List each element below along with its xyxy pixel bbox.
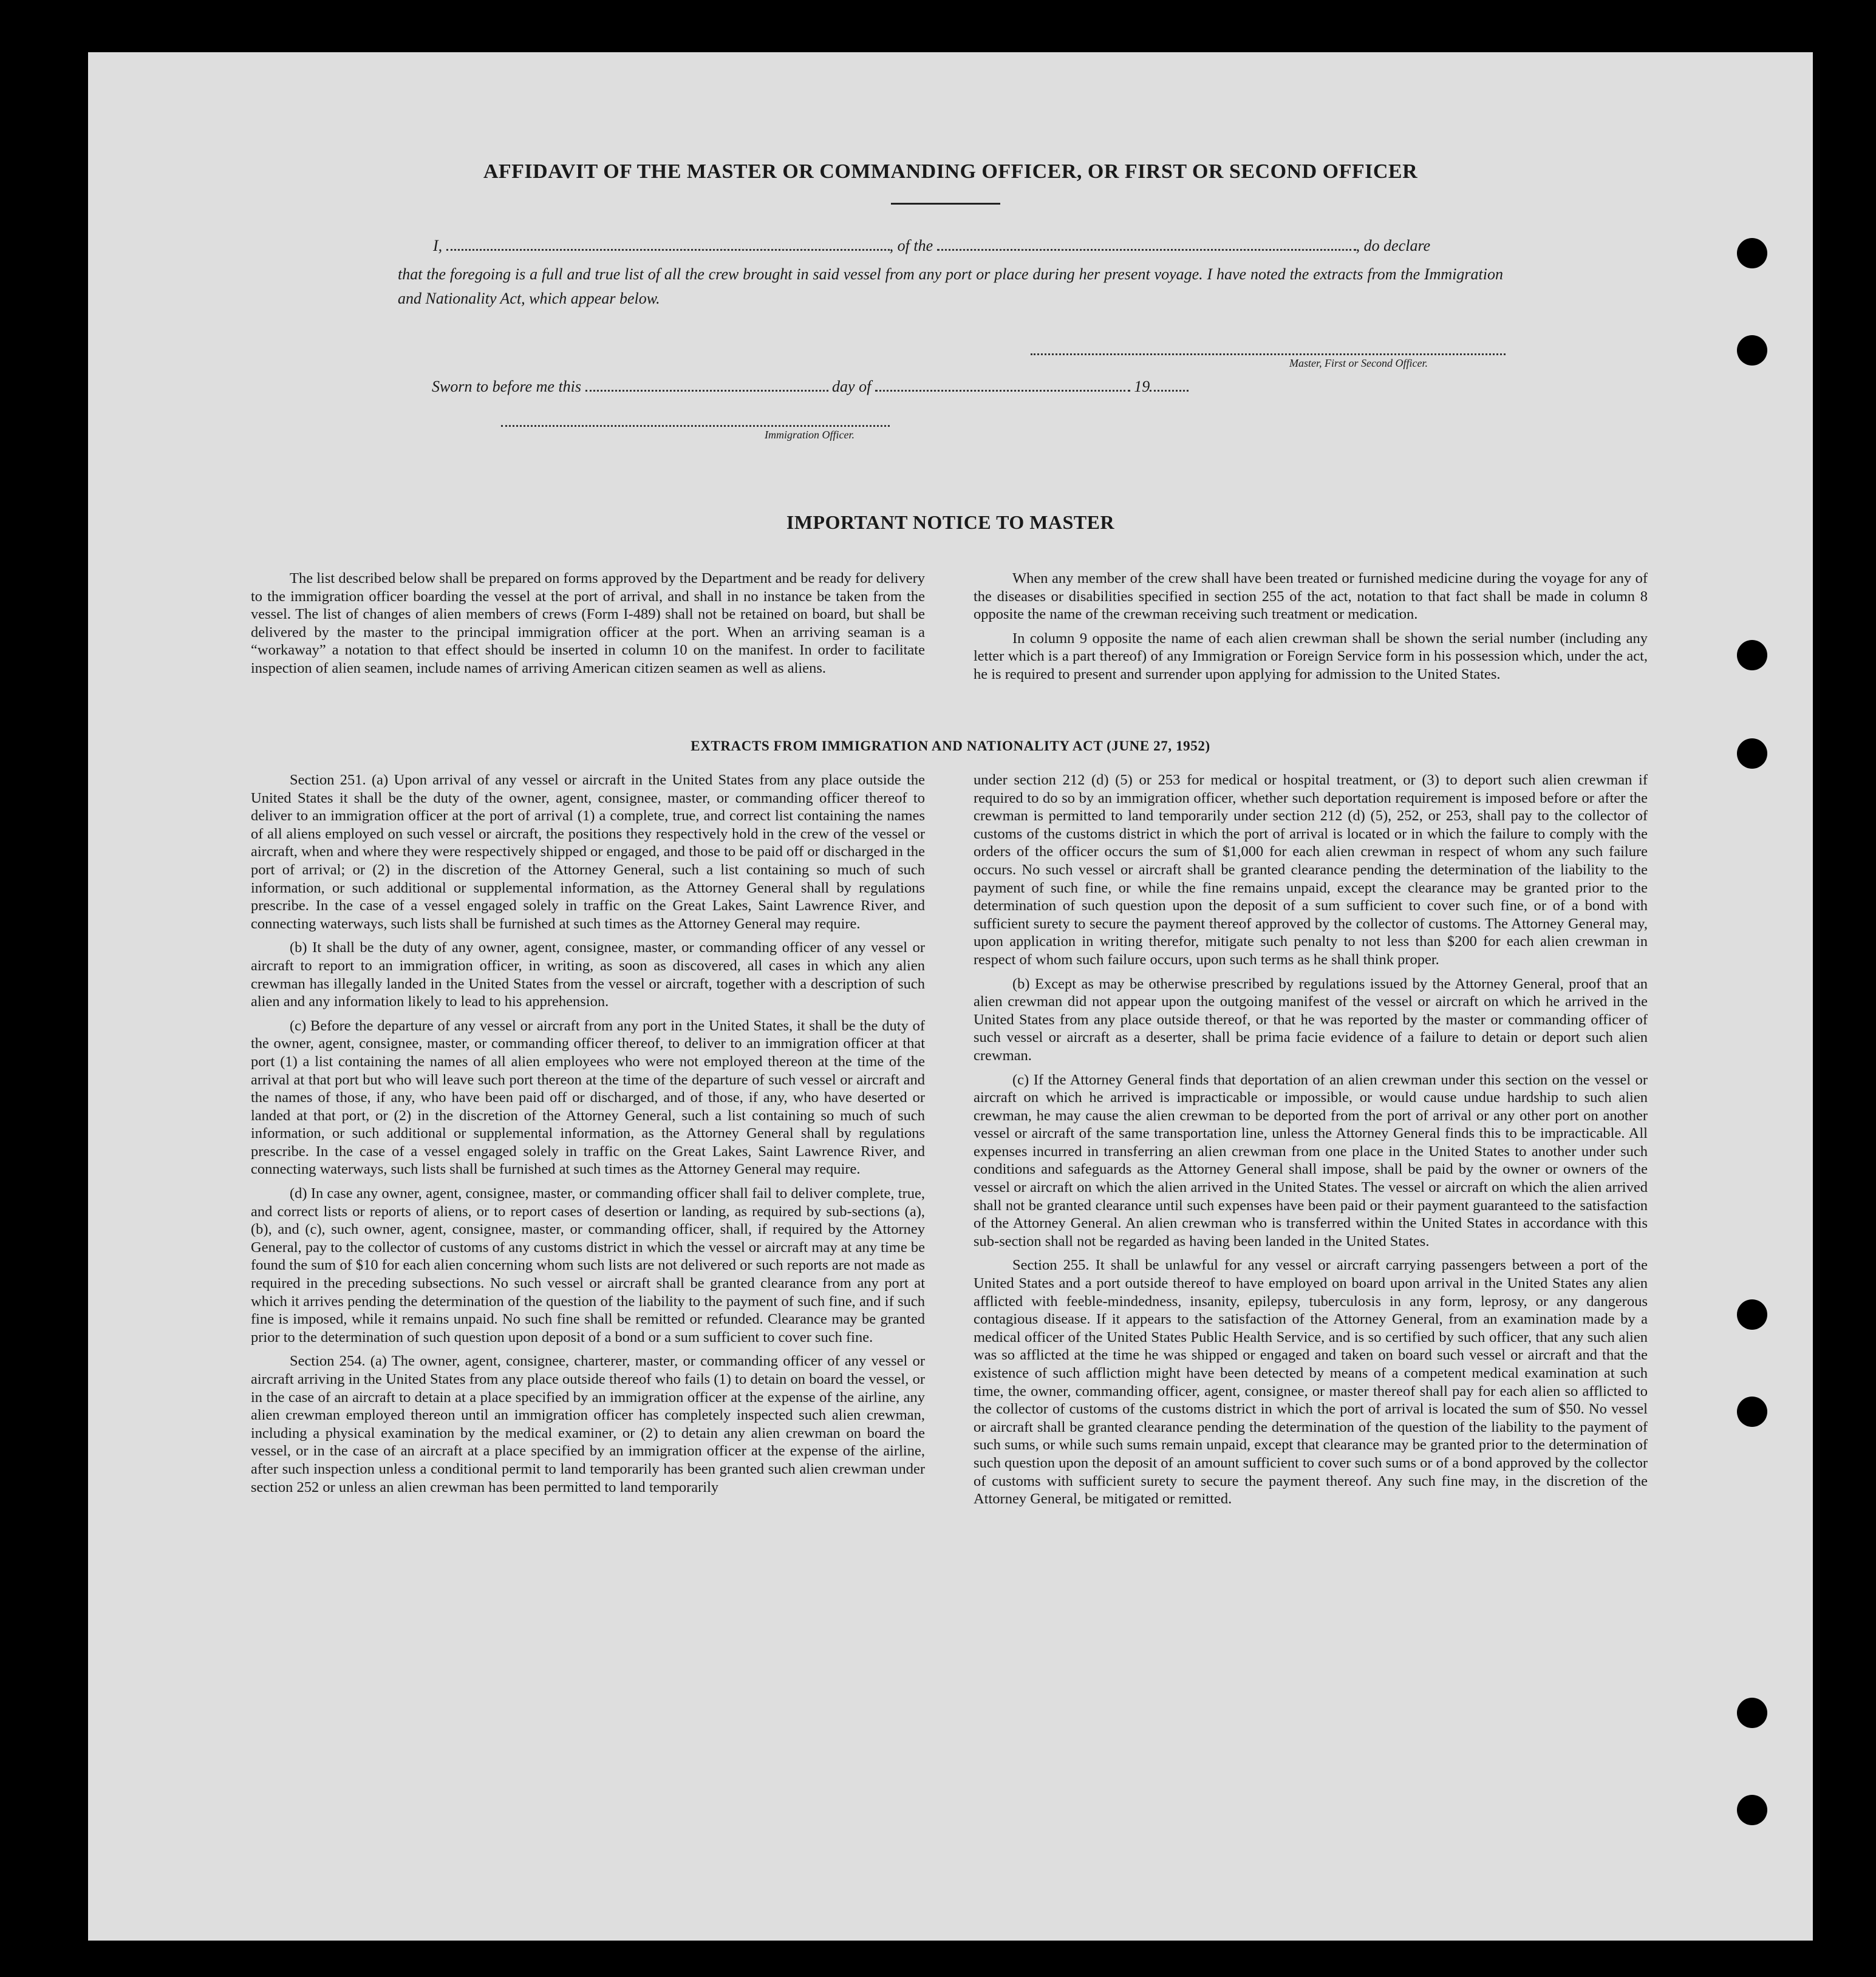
punch-hole <box>1737 238 1767 268</box>
section-254-c: (c) If the Attorney General finds that deportation of an alien crewman under this section on the vessel or aircraft on which he arrived is impracticable or impossible, or would cause undue hardship to such alien crewman, he may cause the alien crewman to be deported from the port of arrival or any other port on another vessel or aircraft of the same transportation line, unless the Attorney General finds this to be impracticable. All expenses incurred in transferring an alien crewman from one place in the United States to another under such conditions and safeguards as the Attorney General shall impose, shall be paid by the owner or owners of the vessel or aircraft on which the alien arrived in the United States. The vessel or aircraft on which the alien arrived shall not be granted clearance until such expenses have been paid or their payment guaranteed to the satisfaction of the Attorney General. An alien crewman who is transferred within the United States in accordance with this sub-section shall not be regarded as having been landed in the United States. <box>974 1071 1648 1250</box>
section-255: Section 255. It shall be unlawful for any vessel or aircraft carrying passengers between a port of the United States and a port outside thereof to have employed on board upon arrival in the United States any alien afflicted with feeble-mindedness, insanity, epilepsy, tuberculosis in any form, leprosy, or any dangerous contagious disease. If it appears to the satisfaction of the Attorney General, from an examination made by a medical officer of the United States Public Health Service, and is so certified by such officer, that any such alien was so afflicted at the time he was shipped or engaged and taken on board such vessel or aircraft and that the existence of such affliction might have been detected by means of a competent medical examination at such time, the owner, commanding officer, agent, consignee, or master thereof shall pay for each alien so afflicted to the collector of customs of the customs district in which the port of arrival is located the sum of $50. No vessel or aircraft shall be granted clearance pending the determination of the question of the liability to the payment of such sums, or while such sums remain unpaid, except that clearance may be granted prior to the determination of such question upon the deposit of an amount sufficient to cover such sums or of a bond approved by the collector of customs with sufficient surety to secure the payment thereof. Any such fine may, in the discretion of the Attorney General, be mitigated or remitted. <box>974 1257 1648 1508</box>
section-254-b: (b) Except as may be otherwise prescribed by regulations issued by the Attorney General, proof that an alien crewman did not appear upon the outgoing manifest of the vessel or aircraft on which he arrived in the United States from any place outside thereof, or that he was reported by the master or commanding officer of such vessel or aircraft as a deserter, shall be prima facie evidence of a failure to detain or deport such alien crewman. <box>974 975 1648 1064</box>
punch-hole <box>1737 1698 1767 1728</box>
vessel-blank <box>937 238 1356 251</box>
name-blank <box>446 238 890 251</box>
immigration-officer-label: Immigration Officer. <box>765 429 854 441</box>
section-254-a-continued: under section 212 (d) (5) or 253 for medical or hospital treatment, or (3) to deport such alien crewman if required to do so by an immigration officer, whether such deportation requirement is imposed before or after the crewman is permitted to land temporarily under section 212 (d) (5), 252, or 253, shall pay to the collector of customs of the customs district in which the port of arrival is located or in which the failure to comply with the orders of the officer occurs the sum of $1,000 for each alien crewman in respect of whom any such failure occurs. No such vessel or aircraft shall be granted clearance pending the determination of the liability to the payment of such fine, or while the fine remains unpaid, except the clearance may be granted prior to the determination of such question upon the deposit of a sum sufficient to cover such fine, or of a bond with sufficient surety to secure the payment thereof approved by the collector of customs. The Attorney General may, upon application in writing therefor, mitigate such penalty to not less than $200 for each alien crewman in respect of whom such failure occurs, upon such terms as he shall think proper. <box>974 772 1648 968</box>
section-251-b: (b) It shall be the duty of any owner, agent, consignee, master, or commanding officer of any vessel or aircraft to report to an immigration officer, in writing, as soon as discovered, all cases in which any alien crewman has illegally landed in the United States from the vessel or aircraft, together with a description of such alien and any information likely to lead to his apprehension. <box>251 939 925 1010</box>
extracts-left-column <box>251 771 925 1502</box>
punch-hole <box>1737 335 1767 366</box>
section-251-a: Section 251. (a) Upon arrival of any vessel or aircraft in the United States from any place outside the United States it shall be the duty of the owner, agent, consignee, master, or commanding officer thereof to deliver to an immigration officer at the port of arrival (1) a complete, true, and correct list containing the names of all aliens employed on such vessel or aircraft, the positions they respectively hold in the crew of the vessel or aircraft, when and where they were respectively shipped or engaged, and those to be paid off or discharged in the port of arrival; or (2) in the discretion of the Attorney General, such a list containing so much of such information, or such additional or supplemental information, as the Attorney General shall by regulations prescribe. In the case of a vessel engaged solely in traffic on the Great Lakes, Saint Lawrence River, and connecting waterways, such lists shall be furnished at such times as the Attorney General may require. <box>251 772 925 932</box>
extracts-title: EXTRACTS FROM IMMIGRATION AND NATIONALITY ACT (JUNE 27, 1952) <box>691 738 1210 754</box>
punch-hole <box>1737 738 1767 769</box>
section-251-c: (c) Before the departure of any vessel or aircraft from any port in the United States, it shall be the duty of the owner, agent, consignee, master, or commanding officer thereof, to deliver to an immigration officer at that port (1) a list containing the names of all alien employees who were not employed thereon at the time of the arrival at that port but who will leave such port thereon at the time of the departure of such vessel or aircraft and the names of those, if any, who have been paid off or discharged, and of those, if any, who have deserted or landed at that port, or (2) in the discretion of the Attorney General, such a list containing so much of such information, or such additional or supplemental information, as the Attorney General shall by regulations prescribe. In the case of a vessel engaged solely in traffic on the Great Lakes, Saint Lawrence River, and connecting waterways, such lists shall be furnished at such times as the Attorney General may require. <box>251 1017 925 1178</box>
document-page <box>88 52 1813 1941</box>
sworn-day-blank <box>585 379 828 392</box>
sworn-year-blank <box>1150 379 1189 392</box>
extracts-right-column <box>974 771 1648 1514</box>
master-signature-label: Master, First or Second Officer. <box>1289 357 1428 369</box>
punch-hole <box>1737 1397 1767 1427</box>
notice-title: IMPORTANT NOTICE TO MASTER <box>786 511 1115 533</box>
sworn-month-blank <box>875 379 1130 392</box>
affidavit-statement: that the foregoing is a full and true list of all the crew brought in said vessel from any port or place during her present voyage. I have noted the extracts from the Immigration and Nationality Act, which appear below. <box>398 265 1503 307</box>
sworn-line <box>432 378 1189 396</box>
sworn-day-of: day of <box>832 378 871 395</box>
punch-hole <box>1737 1795 1767 1825</box>
notice-right-column <box>974 570 1648 690</box>
title-divider <box>891 203 1000 205</box>
affidavit-title: AFFIDAVIT OF THE MASTER OR COMMANDING OFFICER, OR FIRST OR SECOND OFFICER <box>483 160 1418 183</box>
punch-hole <box>1737 640 1767 670</box>
affidavit-declaration-line <box>433 237 1430 255</box>
affidavit-line-declare: , do declare <box>1356 237 1431 254</box>
notice-right-paragraph-2: In column 9 opposite the name of each alien crewman shall be shown the serial number (including any letter which is a part thereof) of any Immigration or Foreign Service form in his possession which, under the act, he is required to present and surrender upon applying for admission to the United States. <box>974 630 1648 682</box>
notice-left-paragraph: The list described below shall be prepared on forms approved by the Department and be ready for delivery to the immigration officer boarding the vessel at the port of arrival, and shall in no instance be taken from the vessel. The list of changes of alien members of crews (Form I-489) shall not be retained on board, but shall be delivered by the master to the principal immigration officer at the port. When an arriving seaman is a “workaway” a notation to that effect should be inserted in column 10 on the manifest. In order to facilitate inspection of alien seamen, include names of arriving American citizen seamen as well as aliens. <box>251 570 925 676</box>
section-254-a: Section 254. (a) The owner, agent, consignee, charterer, master, or commanding officer of any vessel or aircraft arriving in the United States from any place outside thereof who fails (1) to detain on board the vessel, or in the case of an aircraft to detain at a place specified by an immigration officer at the expense of the airline, any alien crewman employed thereon until an immigration officer has completely inspected such alien crewman, including a physical examination by the medical examiner, or (2) to detain any alien crewman on board the vessel, or in the case of an aircraft at a place specified by an immigration officer at the expense of the airline, after such inspection unless a conditional permit to land temporarily has been granted such alien crewman under section 252 or unless an alien crewman has been permitted to land temporarily <box>251 1353 925 1496</box>
sworn-year: 19 <box>1134 378 1150 395</box>
sworn-text: Sworn to before me this <box>432 378 582 395</box>
affidavit-line-i: I, <box>433 237 443 254</box>
master-signature-line <box>1031 353 1506 355</box>
notice-right-paragraph-1: When any member of the crew shall have been treated or furnished medicine during the voyage for any of the diseases or disabilities specified in section 255 of the act, notation to that fact shall be made in column 8 opposite the name of the crewman receiving such treatment or medication. <box>974 570 1648 623</box>
affidavit-line-of-the: , of the <box>889 237 933 254</box>
immigration-officer-signature-line <box>501 425 890 427</box>
punch-hole <box>1737 1299 1767 1330</box>
section-251-d: (d) In case any owner, agent, consignee, master, or commanding officer shall fail to deliver complete, true, and correct lists or reports of aliens, or to report cases of desertion or landing, as required by sub-sections (a), (b), and (c), such owner, agent, consignee, master, or commanding officer, shall, if required by the Attorney General, pay to the collector of customs of any customs district in which the vessel or aircraft may at any time be found the sum of $10 for each alien concerning whom such lists are not delivered or such reports are not made as required in the preceding subsections. No such vessel or aircraft shall be granted clearance from any port at which it arrives pending the determination of the question of the liability to the payment of such fine, and if such fine is imposed, while it remains unpaid. No such fine shall be remitted or refunded. Clearance may be granted prior to the determination of such question upon deposit of a bond or a sum sufficient to cover such fine. <box>251 1185 925 1346</box>
